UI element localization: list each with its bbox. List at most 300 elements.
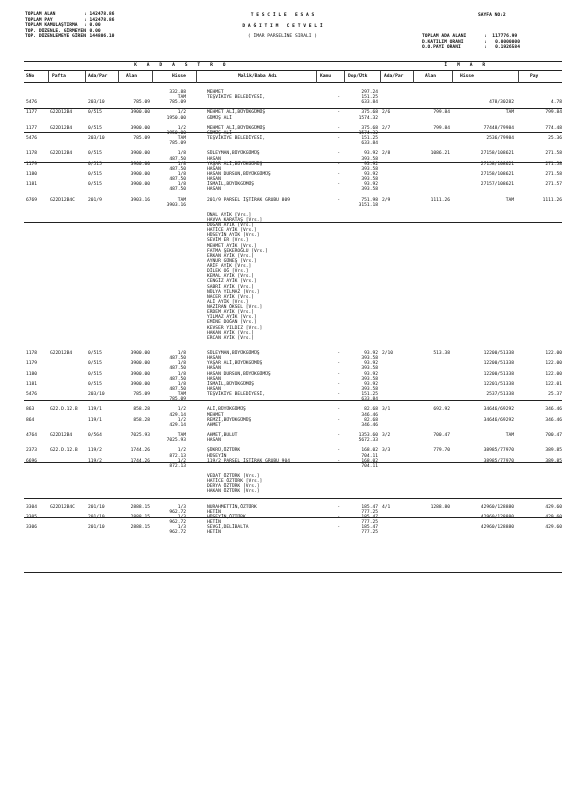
- cell-adapar: 0/515: [88, 182, 102, 188]
- cell-hisse: 1/8: [177, 171, 186, 177]
- cell-pay: 389.85: [545, 448, 562, 454]
- cell-malik: HASAN: [207, 438, 221, 444]
- cell-malik: ÜNAL AYİK [Vrs.]: [207, 212, 252, 218]
- cell-malik: YAŞAR ALİ,BÜYÜKGÜMÜŞ: [207, 161, 263, 167]
- cell-malik: YILMAZ AYİK [Vrs.]: [207, 315, 257, 321]
- cell-sno: 6769: [26, 197, 38, 203]
- cell-imar-hisse: TAM: [505, 110, 514, 116]
- cell-imar-alan: 779.70: [433, 448, 450, 454]
- cell-malik: HASAN: [207, 187, 221, 193]
- cell-dop: 168.02: [361, 458, 378, 464]
- cell-adapar: 203/10: [88, 136, 105, 142]
- cell-pafta: G22D12B4: [50, 151, 73, 157]
- cell-hisse: 487.50: [169, 386, 186, 392]
- cell-malik: HETİN: [207, 509, 221, 515]
- cell-malik: HETİN: [207, 520, 221, 526]
- cell-malik: HASAN: [207, 366, 221, 372]
- row-group-rule: [24, 462, 562, 463]
- cell-pay: 122.00: [545, 371, 562, 377]
- cell-imar-adapar: 2/7: [382, 125, 391, 131]
- cell-hisse: TAM: [177, 95, 186, 101]
- cell-sno: 1178: [26, 151, 38, 157]
- cell-sno: 5476: [26, 392, 38, 398]
- cell-imar-alan: 1288.80: [430, 504, 450, 510]
- cell-hisse: 962.72: [169, 530, 186, 536]
- cell-dop: 5672.33: [358, 438, 378, 444]
- cell-adapar: 201/10: [88, 525, 105, 531]
- cell-sno: 863: [26, 407, 35, 413]
- cell-sno: 3306: [26, 525, 38, 531]
- cell-adapar: 0/564: [88, 433, 102, 439]
- cell-hisse: TAM: [177, 197, 186, 203]
- cell-pay: 429.60: [545, 525, 562, 531]
- cell-kamu: -: [337, 433, 340, 439]
- cell-hisse: 962.72: [169, 520, 186, 526]
- cell-kamu: -: [337, 381, 340, 387]
- cell-malik: KEVSER YILDIZ [Vrs.]: [207, 325, 263, 331]
- cell-pay: 25.36: [548, 136, 562, 142]
- cell-imar-hisse: 2536/79984: [486, 136, 514, 142]
- cell-imar-adapar: 3/3: [382, 448, 391, 454]
- cell-dop: 375.68: [361, 110, 378, 116]
- cell-dop: 633.84: [361, 397, 378, 403]
- cell-imar-hisse: 42960/128880: [480, 525, 514, 531]
- cell-kamu: -: [337, 95, 340, 101]
- cell-sno: 1179: [26, 361, 38, 367]
- cell-hisse: 487.50: [169, 166, 186, 172]
- table-row: [0, 464, 565, 469]
- cell-dop: 346.46: [361, 422, 378, 428]
- cell-pafta: G22D12B4: [50, 433, 73, 439]
- cell-malik: MEHMET ALİ,BÜYÜKGÜMÜŞ: [207, 125, 266, 131]
- cell-dop: 151.25: [361, 136, 378, 142]
- cell-adapar: 0/515: [88, 351, 102, 357]
- cell-alan: 2888.15: [130, 514, 150, 520]
- cell-hisse: TAM: [177, 136, 186, 142]
- cell-dop: 1574.32: [358, 130, 378, 136]
- cell-hisse: 1/8: [177, 161, 186, 167]
- cell-imar-alan: 1086.21: [430, 151, 450, 157]
- cell-dop: 93.92: [364, 151, 378, 157]
- cell-malik: ALİ AYİK [Vrs.]: [207, 299, 249, 305]
- cell-imar-hisse: 12200/51338: [483, 361, 514, 367]
- cell-kamu: -: [337, 525, 340, 531]
- cell-malik: SABRİ AYİK [Vrs.]: [207, 284, 255, 290]
- col-imar-alan: Alan: [425, 74, 437, 79]
- cell-pay: 271.58: [545, 161, 562, 167]
- summary-label: TOPLAM KAMULAŞTIRMA: [25, 23, 78, 29]
- cell-adapar: 0/515: [88, 171, 102, 177]
- cell-pay: 25.37: [548, 392, 562, 398]
- cell-malik: DİLEK OĞ [Vrs.]: [207, 269, 249, 275]
- cell-imar-alan: 799.84: [433, 110, 450, 116]
- cell-sno: 864: [26, 417, 35, 423]
- cell-dop: 393.58: [361, 166, 378, 172]
- cell-alan: 785.09: [133, 136, 150, 142]
- cell-malik: MEHMET: [207, 90, 224, 95]
- col-malik: Malik/Baba Adı: [238, 74, 277, 79]
- col-dop: Dop/Ütk: [348, 74, 368, 79]
- cell-alan: 3900.00: [130, 110, 150, 116]
- cell-hisse: 1/3: [177, 504, 186, 510]
- cell-pafta: G22D12B4: [50, 351, 73, 357]
- cell-imar-alan: 799.84: [433, 125, 450, 131]
- cell-kamu: -: [337, 171, 340, 177]
- cell-alan: 2888.15: [130, 504, 150, 510]
- cell-hisse: 1/2: [177, 407, 186, 413]
- cell-sno: 1179: [26, 161, 38, 167]
- cell-adapar: 119/1: [88, 417, 102, 423]
- cell-malik: YAŞAR ALİ,BÜYÜKGÜMÜŞ: [207, 361, 263, 367]
- cell-alan: 3900.00: [130, 371, 150, 377]
- col-adapar: Ada/Par: [88, 74, 108, 79]
- cell-hisse: 1/2: [177, 448, 186, 454]
- row-group-rule: [24, 222, 562, 223]
- cell-hisse: 785.09: [169, 141, 186, 147]
- cell-imar-hisse: 38985/77970: [483, 458, 514, 464]
- cell-hisse: TAM: [177, 392, 186, 398]
- col-hisse: Hisse: [172, 74, 186, 79]
- cell-imar-alan: 1111.26: [430, 197, 450, 203]
- cell-adapar: 0/515: [88, 371, 102, 377]
- cell-alan: 3900.00: [130, 361, 150, 367]
- table-row: [0, 438, 565, 443]
- table-row: [0, 100, 565, 105]
- cell-alan: 3900.00: [130, 182, 150, 188]
- cell-dop: 1574.32: [358, 115, 378, 121]
- cell-kamu: -: [337, 351, 340, 357]
- cell-malik: NURAHMETTİN,ÖZTÜRK: [207, 504, 257, 510]
- cell-hisse: 1/3: [177, 514, 186, 520]
- cell-malik: ALİ,BÜYÜKGÜMÜŞ: [207, 407, 246, 413]
- cell-dop: 93.92: [364, 361, 378, 367]
- cell-malik: HÜSEYİN AYİK [Vrs.]: [207, 233, 260, 239]
- cell-dop: 93.92: [364, 182, 378, 188]
- cell-imar-alan: 700.47: [433, 433, 450, 439]
- table-row: [0, 187, 565, 192]
- cell-dop: 3151.18: [358, 202, 378, 208]
- cell-dop: 1353.60: [358, 433, 378, 439]
- cell-malik: TEŞVİKİYE BELEDİYESİ,: [207, 95, 266, 101]
- cell-malik: İSMAİL,BÜYÜKGÜMÜŞ: [207, 381, 255, 387]
- cell-hisse: 1/8: [177, 371, 186, 377]
- cell-dop: 375.68: [361, 125, 378, 131]
- cell-hisse: 7025.93: [166, 438, 186, 444]
- section-imar: İ M A R: [444, 63, 486, 68]
- col-alan: Alan: [126, 74, 138, 79]
- cell-pay: 799.84: [545, 110, 562, 116]
- cell-malik: HASAN: [207, 376, 221, 382]
- cell-pay: 774.48: [545, 125, 562, 131]
- cell-dop: 93.92: [364, 161, 378, 167]
- cell-adapar: 201/10: [88, 504, 105, 510]
- cell-hisse: 872.13: [169, 463, 186, 469]
- cell-dop: 393.58: [361, 386, 378, 392]
- cell-pafta: G22.D.12.B: [50, 448, 78, 454]
- cell-dop: 151.25: [361, 95, 378, 101]
- cell-hisse: 785.09: [169, 397, 186, 403]
- summary-value: : 0.00: [84, 23, 101, 29]
- table-row: [0, 116, 565, 121]
- cell-kamu: -: [337, 504, 340, 510]
- cell-malik: GÜMÜŞ ALİ: [207, 115, 232, 121]
- summary-value: : 144806.10: [84, 34, 115, 40]
- cell-kamu: -: [337, 371, 340, 377]
- cell-kamu: -: [337, 448, 340, 454]
- doc-subtitle: D A Ğ I T I M C E T V E L İ: [242, 24, 323, 29]
- cell-malik: GÜMÜŞ ALİ: [207, 130, 232, 136]
- cell-dop: 346.46: [361, 412, 378, 418]
- summary-label: TOP. DÜZENLE. GİRMEYEN: [25, 28, 86, 34]
- cell-dop: 393.58: [361, 356, 378, 362]
- cell-malik: HASAN: [207, 156, 221, 162]
- cell-imar-adapar: 2/10: [382, 351, 394, 357]
- table-row: [0, 336, 565, 341]
- cell-alan: 3903.16: [130, 197, 150, 203]
- cell-dop: 777.25: [361, 530, 378, 536]
- cell-imar-adapar: 2/8: [382, 151, 391, 157]
- cell-malik: REMZİ,BÜYÜKGÜMÜŞ: [207, 417, 252, 423]
- cell-hisse: 1/8: [177, 182, 186, 188]
- cell-adapar: 119/2: [88, 458, 102, 464]
- cell-imar-hisse: 34646/69292: [483, 407, 514, 413]
- cell-sno: 3304: [26, 504, 38, 510]
- summary-label: TOPLAM ALAN: [25, 12, 56, 17]
- cell-malik: NACER AYİK [Vrs.]: [207, 294, 255, 300]
- summary-value: : 0.00: [84, 28, 101, 34]
- cell-kamu: -: [337, 125, 340, 131]
- cell-alan: 3900.00: [130, 151, 150, 157]
- cell-malik: NAZİRAN ÖKSEL [Vrs.]: [207, 305, 263, 311]
- col-pay: Pay: [530, 74, 539, 79]
- cell-malik: SÜLEYMAN,BÜYÜKGÜMÜŞ: [207, 151, 260, 157]
- cell-malik: CENGİZ AYİK [Vrs.]: [207, 279, 257, 285]
- cell-malik: AHMET,BULUT: [207, 433, 238, 439]
- cell-dop: 393.58: [361, 156, 378, 162]
- cell-dop: 633.84: [361, 141, 378, 147]
- cell-dop: 393.58: [361, 177, 378, 183]
- cell-pafta: G22D12B4: [50, 110, 73, 116]
- col-pafta: Pafta: [52, 74, 66, 79]
- col-sep: [48, 71, 49, 83]
- cell-kamu: -: [337, 182, 340, 188]
- cell-kamu: -: [337, 458, 340, 464]
- summary-value: : 142478.86: [84, 17, 115, 23]
- rule-mid: [24, 70, 562, 71]
- cell-imar-hisse: 27158/108621: [480, 161, 514, 167]
- cell-adapar: 203/10: [88, 100, 105, 106]
- rule-header-bottom: [24, 82, 562, 83]
- cell-hisse: 1/8: [177, 381, 186, 387]
- cell-hisse: TAM: [177, 433, 186, 439]
- cell-imar-adapar: 2/9: [382, 197, 391, 203]
- cell-hisse: 487.50: [169, 376, 186, 382]
- cell-malik: ŞÜKRÜ,ÖZTÜRK: [207, 448, 241, 454]
- row-group-rule: [24, 572, 562, 573]
- cell-malik: FATMA ŞEKEROĞLU [Vrs.]: [207, 248, 268, 254]
- cell-hisse: 487.50: [169, 356, 186, 362]
- cell-malik: MEHMET AYİK [Vrs.]: [207, 243, 257, 249]
- col-imar-hisse: Hisse: [460, 74, 474, 79]
- cell-hisse: 487.50: [169, 187, 186, 193]
- cell-alan: 2888.15: [130, 525, 150, 531]
- summary-label: TOP. DÜZENLEMEYE GİREN: [25, 34, 86, 40]
- row-group-rule: [24, 400, 562, 401]
- cell-pay: 1111.26: [542, 197, 562, 203]
- cell-pay: 346.46: [545, 407, 562, 413]
- cell-alan: 1744.26: [130, 458, 150, 464]
- cell-malik: 201/9 PARSEL İŞTİRAK GRUBU 809: [207, 197, 290, 203]
- cell-malik: MEHMET ALİ,BÜYÜKGÜMÜŞ: [207, 110, 266, 116]
- cell-pafta: G22D12B4C: [50, 504, 75, 510]
- cell-pay: 122.01: [545, 381, 562, 387]
- cell-adapar: 201/10: [88, 514, 105, 520]
- cell-pay: 4.78: [550, 100, 562, 106]
- cell-malik: HÜSEYİN,ÖZTÜRK: [207, 514, 246, 520]
- summary-label: TOPLAM ADA ALANI: [422, 34, 467, 39]
- cell-kamu: -: [337, 407, 340, 413]
- cell-imar-hisse: 12200/51338: [483, 371, 514, 377]
- cell-hisse: 1/2: [177, 458, 186, 464]
- rule-top: [24, 61, 562, 62]
- cell-hisse: 332.88: [169, 90, 186, 95]
- summary-value: : 0.1926584: [484, 45, 520, 51]
- cell-malik: TEŞVİKİYE BELEDİYESİ,: [207, 392, 266, 398]
- cell-kamu: -: [337, 197, 340, 203]
- cell-dop: 393.58: [361, 187, 378, 193]
- cell-adapar: 0/515: [88, 151, 102, 157]
- cell-pay: 700.47: [545, 433, 562, 439]
- cell-kamu: -: [337, 136, 340, 142]
- cell-malik: HATİCE AYİK [Vrs.]: [207, 228, 257, 234]
- cell-dop: 185.47: [361, 525, 378, 531]
- cell-hisse: 1950.00: [166, 115, 186, 121]
- cell-dop: 93.92: [364, 371, 378, 377]
- cell-sno: 6696: [26, 458, 38, 464]
- col-sep: [518, 71, 519, 83]
- cell-dop: 93.92: [364, 351, 378, 357]
- cell-alan: 3900.00: [130, 381, 150, 387]
- cell-imar-hisse: 478/30282: [489, 100, 514, 106]
- cell-malik: HASAN: [207, 177, 221, 183]
- cell-dop: 704.11: [361, 453, 378, 459]
- cell-malik: HASAN: [207, 386, 221, 392]
- cell-dop: 393.58: [361, 366, 378, 372]
- cell-adapar: 0/515: [88, 110, 102, 116]
- cell-imar-hisse: 27158/108621: [480, 151, 514, 157]
- cell-sno: 1180: [26, 371, 38, 377]
- section-kadastro: K A D A S T R O: [134, 63, 226, 68]
- doc-sort-note: ( İMAR PARSELİNE SIRALI ): [247, 34, 318, 39]
- summary-label: TOPLAM PAY: [25, 17, 53, 23]
- cell-hisse: 429.14: [169, 422, 186, 428]
- cell-sno: 5476: [26, 136, 38, 142]
- cell-malik: AHMET: [207, 422, 221, 428]
- cell-malik: HASAN: [207, 166, 221, 172]
- cell-alan: 3900.00: [130, 125, 150, 131]
- cell-hisse: 785.09: [169, 100, 186, 106]
- cell-hisse: 1/8: [177, 351, 186, 357]
- cell-hisse: 487.50: [169, 177, 186, 183]
- cell-dop: 93.92: [364, 171, 378, 177]
- cell-pay: 122.00: [545, 351, 562, 357]
- cell-malik: EMİNE DOĞAN [Vrs.]: [207, 320, 257, 326]
- cell-sno: 4764: [26, 433, 38, 439]
- cell-malik: TEŞVİKİYE BELEDİYESİ,: [207, 136, 266, 142]
- row-group-rule: [24, 108, 562, 109]
- cell-malik: HAKAN AYİK [Vrs.]: [207, 330, 255, 336]
- cell-alan: 858.28: [133, 417, 150, 423]
- cell-malik: AYNUR GÜNEŞ [Vrs.]: [207, 258, 257, 264]
- cell-alan: 3900.00: [130, 171, 150, 177]
- cell-alan: 3900.00: [130, 351, 150, 357]
- cell-alan: 785.09: [133, 392, 150, 398]
- cell-imar-adapar: 2/6: [382, 110, 391, 116]
- cell-dop: 297.24: [361, 90, 378, 95]
- cell-hisse: 487.50: [169, 156, 186, 162]
- cell-malik: İSMAİL,BÜYÜKGÜMÜŞ: [207, 182, 255, 188]
- cell-adapar: 0/515: [88, 361, 102, 367]
- cell-kamu: -: [337, 151, 340, 157]
- cell-adapar: 0/515: [88, 381, 102, 387]
- col-sep: [413, 71, 414, 83]
- cell-imar-hisse: 42960/128880: [480, 504, 514, 510]
- col-sep: [152, 71, 153, 83]
- cell-malik: VEDAT ÖZTÜRK [Vrs.]: [207, 474, 260, 479]
- cell-pay: 346.46: [545, 417, 562, 423]
- cell-hisse: 1/2: [177, 417, 186, 423]
- cell-pafta: G22D12B4C: [50, 197, 75, 203]
- cell-dop: 185.47: [361, 514, 378, 520]
- col-sep: [118, 71, 119, 83]
- cell-malik: MEHMET: [207, 412, 224, 418]
- summary-label: D.KATILIM ORANI: [422, 39, 464, 45]
- cell-malik: HATİCE ÖZTÜRK [Vrs.]: [207, 479, 263, 485]
- cell-dop: 777.25: [361, 509, 378, 515]
- cell-sno: 1178: [26, 351, 38, 357]
- col-sep: [344, 71, 345, 83]
- cell-sno: 1181: [26, 381, 38, 387]
- col-sep: [196, 71, 197, 83]
- cell-kamu: -: [337, 361, 340, 367]
- cell-malik: DERYA ÖZTÜRK [Vrs.]: [207, 484, 260, 490]
- cell-sno: 1177: [26, 110, 38, 116]
- cell-imar-hisse: 77448/79984: [483, 125, 514, 131]
- cell-malik: HASAN: [207, 356, 221, 362]
- cell-malik: HETİN: [207, 530, 221, 536]
- cell-sno: 3305: [26, 514, 38, 520]
- cell-dop: 185.47: [361, 504, 378, 510]
- cell-hisse: 1/2: [177, 110, 186, 116]
- cell-pay: 122.00: [545, 361, 562, 367]
- cell-imar-hisse: 42960/128880: [480, 514, 514, 520]
- cell-malik: DOĞAN AYİK [Vrs.]: [207, 223, 255, 229]
- doc-title: T E S C İ L E E S A S: [250, 13, 315, 18]
- cell-imar-hisse: TAM: [505, 433, 514, 439]
- cell-malik: NÜLYA YILMAZ [Vrs.]: [207, 289, 260, 295]
- cell-dop: 704.11: [361, 463, 378, 469]
- cell-hisse: 487.50: [169, 366, 186, 372]
- cell-sno: 1181: [26, 182, 38, 188]
- cell-hisse: 3903.16: [166, 202, 186, 208]
- cell-kamu: -: [337, 161, 340, 167]
- cell-malik: SÜLEYMAN,BÜYÜKGÜMÜŞ: [207, 351, 260, 357]
- cell-alan: 785.09: [133, 100, 150, 106]
- cell-malik: ERCAN AYİK [Vrs.]: [207, 335, 255, 341]
- cell-pafta: G22.D.12.B: [50, 407, 78, 413]
- cell-pay: 389.85: [545, 458, 562, 464]
- summary-label: O.O.PAYI ORANI: [422, 45, 461, 51]
